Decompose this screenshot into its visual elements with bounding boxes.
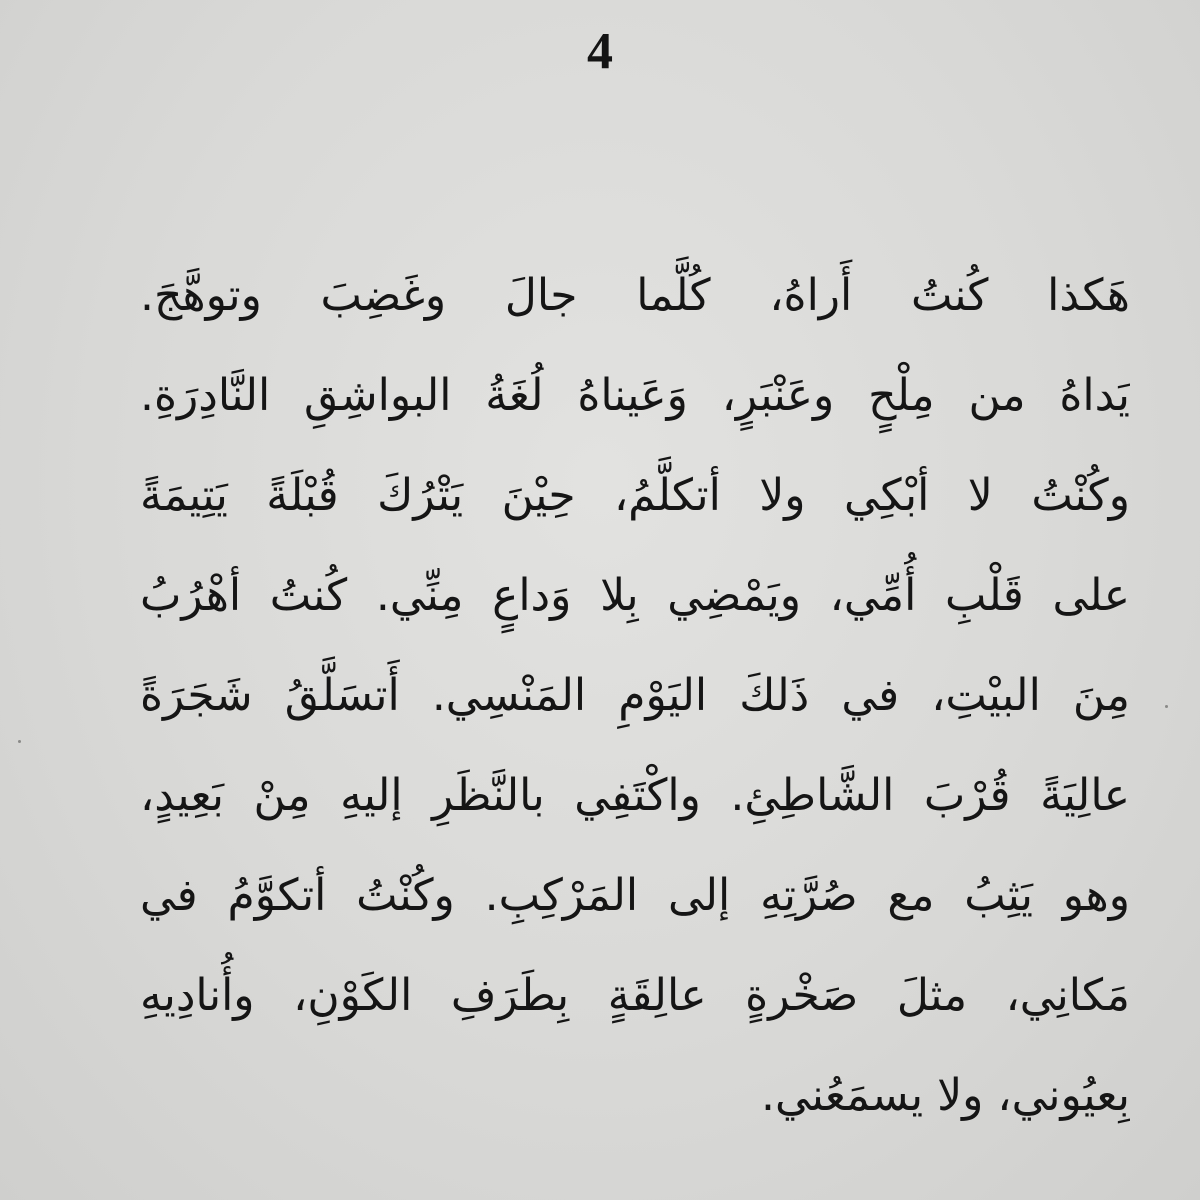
page-number: 4 bbox=[587, 23, 613, 80]
paper-speck bbox=[1165, 705, 1168, 708]
text-line-6: عالِيَةً قُرْبَ الشَّاطِئِ. واكْتَفِي بالنَّظَرِ إليهِ مِنْ بَعِيدٍ، bbox=[140, 770, 1130, 821]
text-line-2: يَداهُ من مِلْحٍ وعَنْبَرٍ، وَعَيناهُ لُغَةُ البواشِقِ النَّادِرَةِ. bbox=[140, 370, 1130, 421]
text-line-8: مَكانِي، مثلَ صَخْرةٍ عالِقَةٍ بِطَرَفِ الكَوْنِ، وأُنادِيهِ bbox=[140, 970, 1130, 1021]
paper-speck bbox=[18, 740, 21, 743]
text-line-3: وكُنْتُ لا أبْكِي ولا أتكلَّمُ، حِيْنَ يَتْرُكَ قُبْلَةً يَتِيمَةً bbox=[140, 470, 1130, 521]
text-line-7: وهو يَثِبُ مع صُرَّتِهِ إلى المَرْكِبِ. وكُنْتُ أتكوَّمُ في bbox=[140, 870, 1130, 921]
text-line-4: على قَلْبِ أُمِّي، ويَمْضِي بِلا وَداعٍ مِنِّي. كُنتُ أهْرُبُ bbox=[140, 570, 1130, 621]
body-paragraph bbox=[140, 246, 1130, 1146]
text-line-1: هَكذا كُنتُ أَراهُ، كُلَّما جالَ وغَضِبَ وتوهَّجَ. bbox=[140, 270, 1130, 321]
text-line-5: مِنَ البيْتِ، في ذَلكَ اليَوْمِ المَنْسِي. أَتسَلَّقُ شَجَرَةً bbox=[140, 670, 1130, 721]
text-line-9: بِعيُوني، ولا يسمَعُني. bbox=[760, 1070, 1130, 1121]
